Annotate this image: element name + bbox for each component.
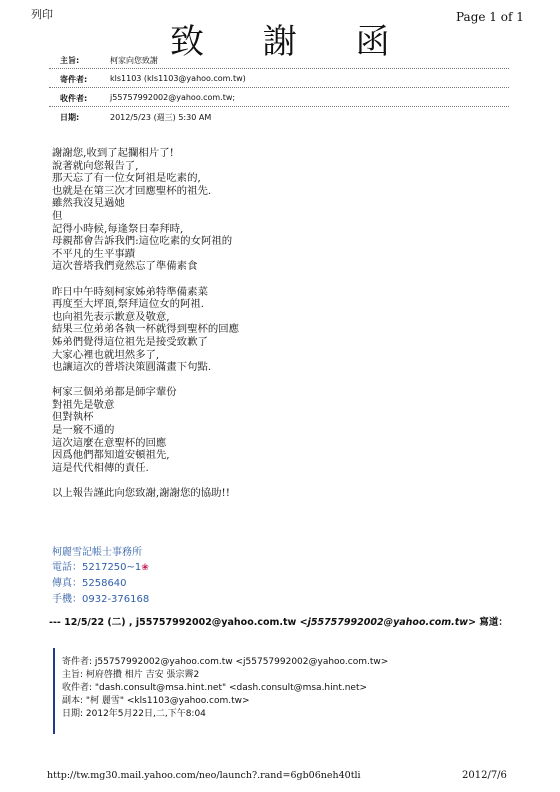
header-subject [60,55,158,66]
office-name: 柯麗雪記帳士事務所 [52,547,142,558]
divider [49,87,509,88]
body-line: 記得小時候,每逢祭日奉拜時, [52,222,184,235]
fax-line: 傳真：5258640 [52,578,127,590]
page-indicator: Page 1 of 1 [456,10,524,24]
header-key: 收件者: [60,94,88,103]
body-line: 這次普塔我們竟然忘了準備素食 [52,260,198,273]
body-line: 那天忘了有一位女阿祖是吃素的, [52,172,201,185]
body-paragraph [52,147,472,273]
document-title: 致 謝 函 [170,22,414,62]
header-key: 寄件者: [60,75,88,84]
body-line: 但 [52,209,63,222]
header-recipient [60,93,235,104]
body-line: 母親都會告訴我們:這位吃素的女阿祖的 [52,235,233,248]
header-value: 柯家向您致謝 [110,56,158,65]
reply-email-angle[interactable]: <j55757992002@yahoo.com.tw> [299,617,477,628]
body-line: 對祖先是敬意 [52,398,115,411]
body-paragraph [52,286,472,374]
quoted-line: 寄件者: j55757992002@yahoo.com.tw <j55757992002@yahoo.com.tw> [62,657,389,667]
header-value: kls1103 (kls1103@yahoo.com.tw) [110,74,246,83]
body-line: 雖然我沒見過她 [52,197,125,210]
quoted-line: 副本: "柯 麗雪" <kls1103@yahoo.com.tw> [62,696,250,706]
body-line: 姊弟們覺得這位祖先是接受致歉了 [52,335,208,348]
footer-url: http://tw.mg30.mail.yahoo.com/neo/launch?.rand=6gb06neh40tli [47,770,361,781]
header-value: j55757992002@yahoo.com.tw; [110,93,236,102]
body-line: 以上報告謹此向您致謝,謝謝您的協助!! [52,487,230,500]
divider [49,106,509,107]
body-line: 柯家三個弟弟都是師字輩份 [52,386,177,399]
reply-email[interactable]: j55757992002@yahoo.com.tw [135,617,297,628]
body-line: 因爲他們都知道安頓祖先, [52,449,170,462]
divider [49,68,509,69]
header-key: 主旨: [60,56,80,65]
footer-date: 2012/7/6 [462,770,507,781]
body-line: 說著就向您報告了, [52,159,139,172]
body-line: 這是代代相傳的責任. [52,461,149,474]
letter-body [52,147,472,512]
body-line: 也向祖先表示歉意及敬意, [52,310,170,323]
body-line: 也讓這次的普塔決策圓滿畫下句點. [52,361,212,374]
mobile-line: 手機：0932-376168 [52,593,150,605]
body-line: 謝謝您,收到了起攔相片了! [52,147,174,159]
signature-block [52,545,149,607]
header-date [60,112,211,123]
body-line: 是一竅不通的 [52,424,115,437]
body-line: 也就是在第三次才回應聖杯的祖先. [52,184,212,197]
body-line: 但對執杯 [52,411,94,424]
body-line: 再度至大坪頂,祭拜這位女的阿祖. [52,298,205,311]
header-key: 日期: [60,113,80,122]
phone-line: 電話：5217250~1❀ [52,562,149,574]
body-line: 這次這麼在意聖杯的回應 [52,436,167,449]
header-sender [60,74,246,85]
body-line: 昨日中午時刻柯家姊弟特準備素菜 [52,285,208,298]
quoted-line: 日期: 2012年5月22日,二,下午8:04 [62,709,206,719]
quoted-message [53,648,485,734]
quoted-line: 主旨: 柯府啓攢 相片 吉安 張宗霽2 [62,670,200,680]
body-line: 大家心裡也就坦然多了, [52,348,160,361]
reply-header: --- 12/5/22 (二) , j55757992002@yahoo.com.tw <j55757992002@yahoo.com.tw> 寫道： [49,617,508,628]
print-label: 列印 [31,8,53,21]
flower-icon: ❀ [141,563,149,574]
body-paragraph [52,386,472,474]
header-value: 2012/5/23 (週三) 5:30 AM [110,113,212,122]
body-paragraph [52,487,472,500]
quoted-line: 收件者: "dash.consult@msa.hint.net" <dash.consult@msa.hint.net> [62,683,368,693]
body-line: 結果三位弟弟各執一杯就得到聖杯的回應 [52,323,240,336]
body-line: 不平凡的生平事蹟 [52,247,136,260]
